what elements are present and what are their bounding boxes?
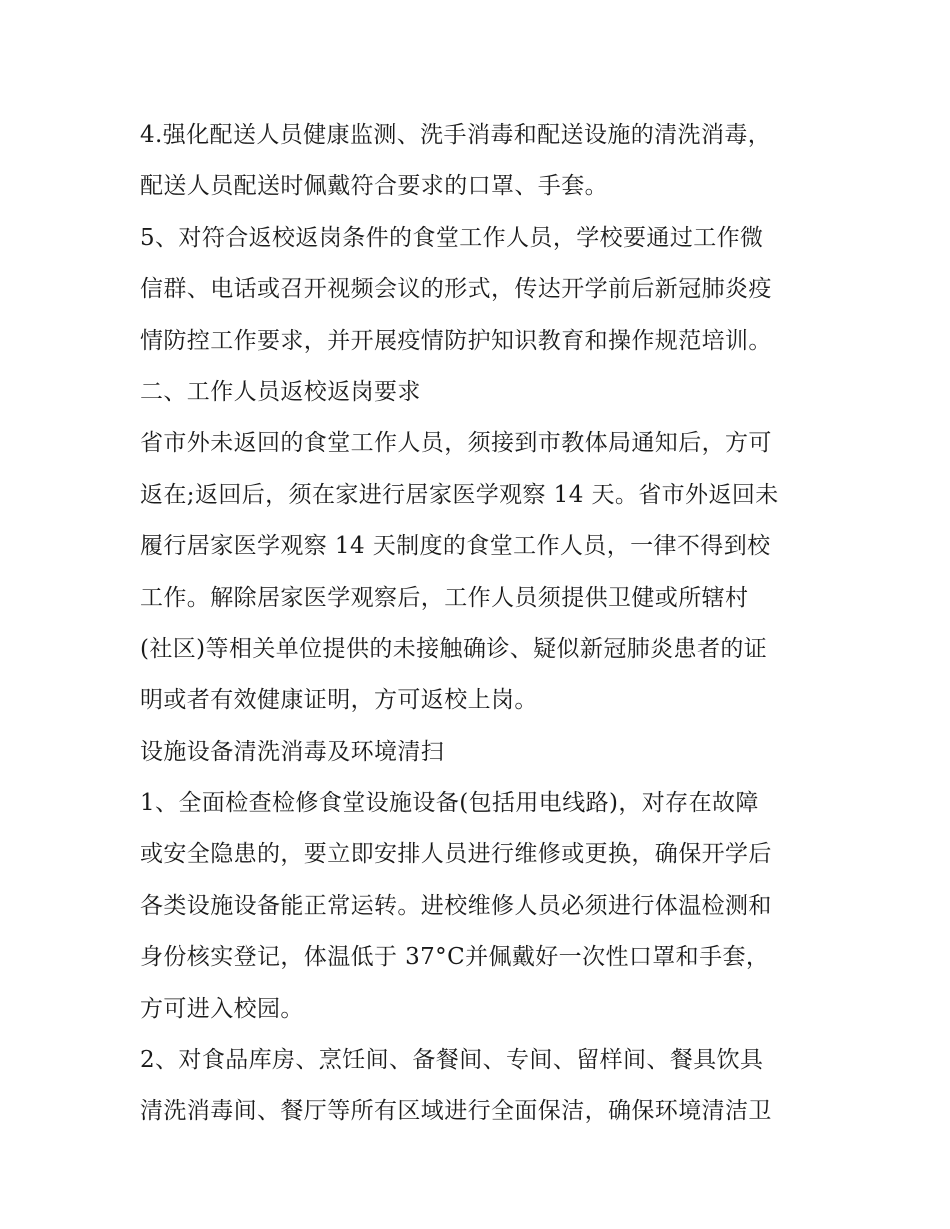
text-line: 身份核实登记，体温低于 37°C并佩戴好一次性口罩和手套，: [140, 944, 770, 971]
text-line: 或安全隐患的，要立即安排人员进行维修或更换，确保开学后: [140, 841, 772, 868]
text-line: 4.强化配送人员健康监测、洗手消毒和配送设施的清洗消毒，: [140, 122, 772, 148]
text-line: 各类设施设备能正常运转。进校维修人员必须进行体温检测和: [140, 892, 772, 919]
document-body: [140, 110, 830, 1138]
section-heading: 设施设备清洗消毒及环境清扫: [140, 738, 445, 765]
text-line: 1、全面检查检修食堂设施设备(包括用电线路)，对存在故障: [140, 790, 759, 817]
text-line: 方可进入校园。: [140, 995, 304, 1022]
text-line: 5、对符合返校返岗条件的食堂工作人员，学校要通过工作微: [140, 224, 764, 251]
section-heading: 二、工作人员返校返岗要求: [140, 378, 421, 405]
text-line: 清洗消毒间、餐厅等所有区域进行全面保洁，确保环境清洁卫: [140, 1098, 772, 1125]
text-line: 省市外未返回的食堂工作人员，须接到市教体局通知后，方可: [140, 430, 772, 457]
text-line: 履行居家医学观察 14 天制度的食堂工作人员，一律不得到校: [140, 533, 771, 560]
text-line: 情防控工作要求，并开展疫情防护知识教育和操作规范培训。: [140, 327, 772, 354]
text-line: (社区)等相关单位提供的未接触确诊、疑似新冠肺炎患者的证: [140, 635, 768, 662]
text-line: 信群、电话或召开视频会议的形式，传达开学前后新冠肺炎疫: [140, 276, 772, 303]
text-line: 2、对食品库房、烹饪间、备餐间、专间、留样间、餐具饮具: [140, 1047, 764, 1074]
text-line: 配送人员配送时佩戴符合要求的口罩、手套。: [140, 173, 608, 200]
text-line: 明或者有效健康证明，方可返校上岗。: [140, 687, 538, 714]
text-line: 返在;返回后，须在家进行居家医学观察 14 天。省市外返回未: [140, 481, 779, 508]
text-line: 工作。解除居家医学观察后，工作人员须提供卫健或所辖村: [140, 584, 749, 611]
